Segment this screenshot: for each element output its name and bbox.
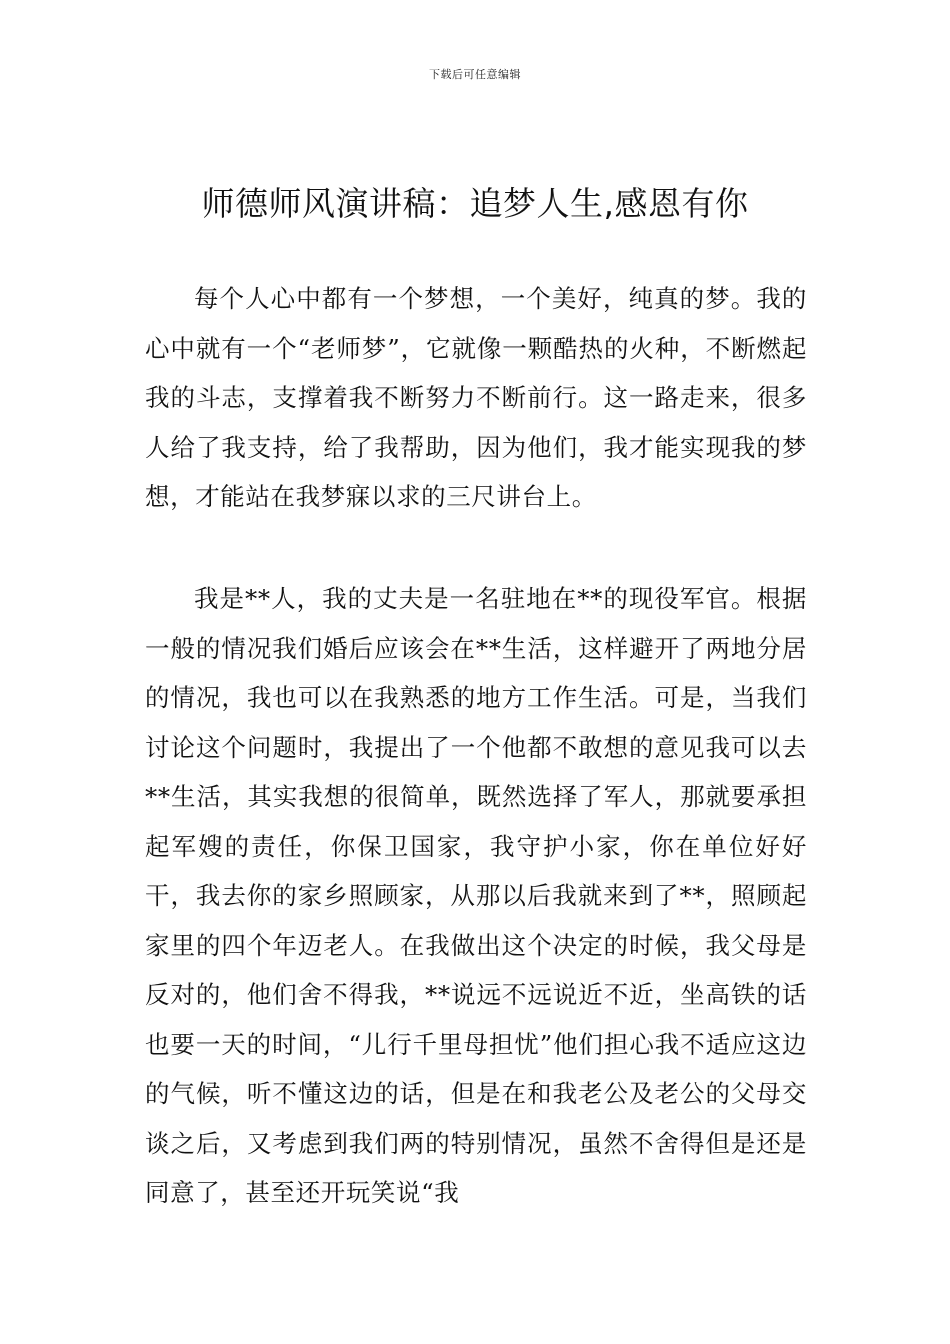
body-paragraph-2: 我是**人，我的丈夫是一名驻地在**的现役军官。根据一般的情况我们婚后应该会在**生活，这样避开了两地分居的情况，我也可以在我熟悉的地方工作生活。可是，当我们讨论这个问题时，我提出了一个他都不敢想的意见我可以去**生活，其实我想的很简单，既然选择了军人，那就要承担起军嫂的责任，你保卫国家，我守护小家，你在单位好好干，我去你的家乡照顾家，从那以后我就来到了**，照顾起家里的四个年迈老人。在我做出这个决定的时候，我父母是反对的，他们舍不得我，**说远不远说近不近，坐高铁的话也要一天的时间，“儿行千里母担忧”他们担心我不适应这边的气候，听不懂这边的话，但是在和我老公及老公的父母交谈之后，又考虑到我们两的特别情况，虽然不舍得但是还是同意了，甚至还开玩笑说“我 [145, 584, 807, 1207]
header-note: 下载后可任意编辑 [429, 68, 521, 81]
document-title: 师德师风演讲稿：追梦人生,感恩有你 [201, 184, 749, 223]
body-paragraph-1: 每个人心中都有一个梦想，一个美好，纯真的梦。我的心中就有一个“老师梦”，它就像一颗酷热的火种，不断燃起我的斗志，支撑着我不断努力不断前行。这一路走来，很多人给了我支持，给了我帮助，因为他们，我才能实现我的梦想，才能站在我梦寐以求的三尺讲台上。 [145, 284, 807, 511]
